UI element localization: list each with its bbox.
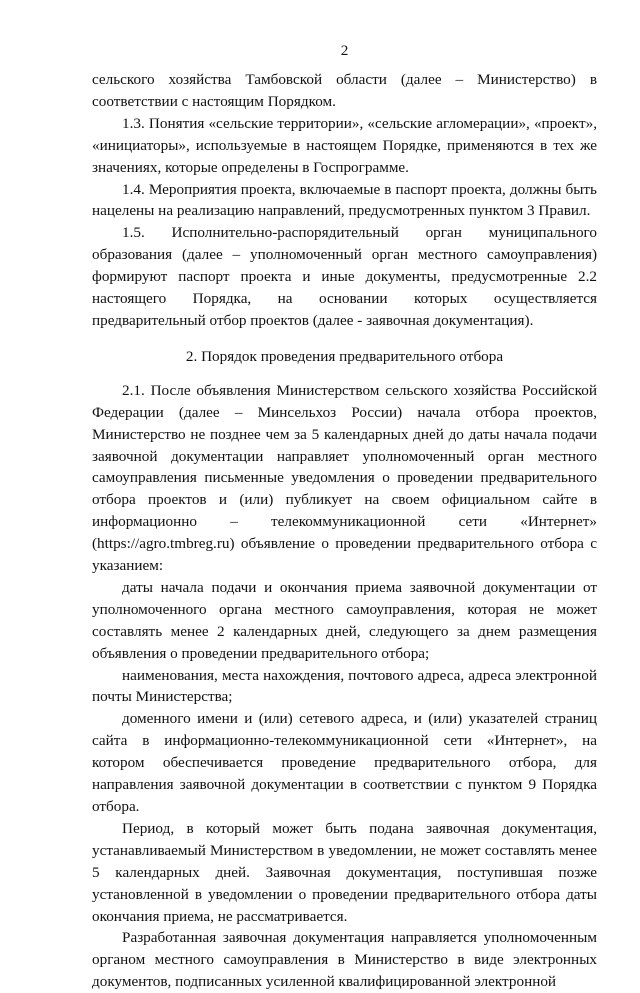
paragraph-continuation: сельского хозяйства Тамбовской области (далее – Министерство) в соответствии с настоящим Порядком.: [92, 71, 597, 110]
section-heading: 2. Порядок проведения предварительного отбора: [185, 347, 504, 365]
paragraph-1-3: 1.3. Понятия «сельские территории», «сельские агломерации», «проект», «инициаторы», используемые в настоящем Порядке, применяются в тех же значениях, которые определены в Госпрограмме.: [92, 114, 597, 176]
paragraph-period: Период, в который может быть подана заявочная документация, устанавливаемый Министерством в уведомлении, не может составлять менее 5 календарных дней. Заявочная документация, поступившая позже установленной в уведомлении о проведении предварительного отбора даты окончания приема, не рассматривается.: [92, 819, 597, 925]
list-item-domain: доменного имени и (или) сетевого адреса, и (или) указателей страниц сайта в информационно-телекоммуникационной сети «Интернет», на котором обеспечивается проведение предварительного отбора, для направления заявочной документации в соответствии с пунктом 9 Порядка отбора.: [92, 710, 597, 815]
paragraph-submission: Разработанная заявочная документация направляется уполномоченным органом местного самоуправления в Министерство в виде электронных документов, подписанных усиленной квалифицированной электронной: [92, 929, 597, 991]
list-item-address: наименования, места нахождения, почтового адреса, адреса электронной почты Министерства;: [92, 666, 597, 706]
list-item-dates: даты начала подачи и окончания приема заявочной документации от уполномоченного органа местного самоуправления, которая не может составлять менее 2 календарных дней, следующего за днем размещения объявления о проведении предварительного отбора;: [92, 578, 597, 662]
paragraph-1-4: 1.4. Мероприятия проекта, включаемые в паспорт проекта, должны быть нацелены на реализацию направлений, предусмотренных пунктом 3 Правил.: [92, 180, 597, 220]
document-page: [92, 40, 597, 993]
paragraph-2-1: 2.1. После объявления Министерством сельского хозяйства Российской Федерации (далее – Минсельхоз России) начала отбора проектов, Министерство не позднее чем за 5 календарных дней до даты начала подачи заявочной документации направляет уполномоченный орган местного самоуправления письменные уведомления о проведении предварительного отбора проектов и (или) публикует на своем официальном сайте в информационно – телекоммуникационной сети «Интернет» (https://agro.tmbreg.ru) объявление о проведении предварительного отбора с указанием:: [92, 381, 597, 575]
paragraph-1-5: 1.5. Исполнительно-распорядительный орган муниципального образования (далее – уполномоченный орган местного самоуправления) формируют паспорт проекта и иные документы, предусмотренные 2.2 настоящего Порядка, на основании которых осуществляется предварительный отбор проектов (далее - заявочная документация).: [92, 224, 597, 329]
page-number: 2: [340, 42, 349, 59]
